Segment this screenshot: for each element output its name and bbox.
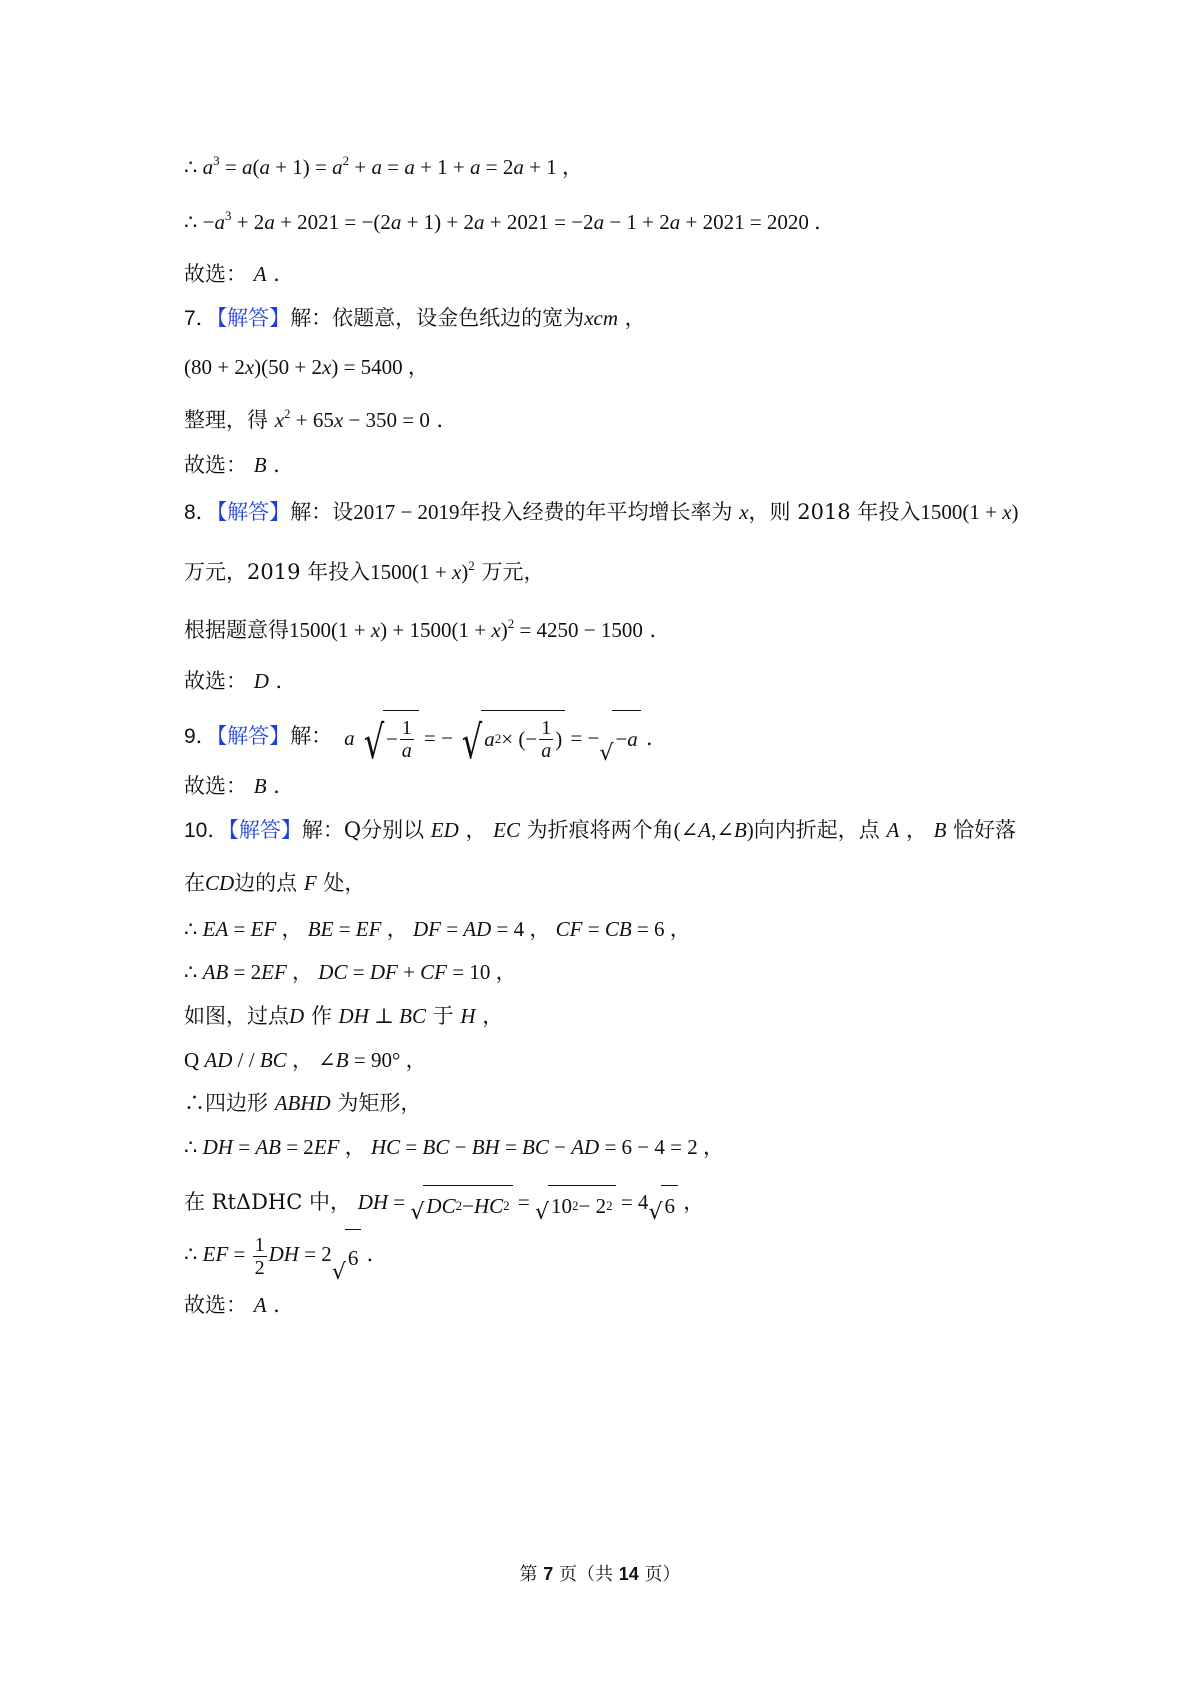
q9-equation: 9．【解答】解： a √ − $\frac{1}{a}$ = − √ a 2 × (− $\frac{1}{a}$ ) = − √ − a ． bbox=[184, 710, 667, 765]
total-pages: 14 bbox=[618, 1564, 639, 1584]
q9-answer: 故选： B ． bbox=[184, 774, 295, 798]
answer-tag: 【解答】 bbox=[216, 724, 291, 748]
q8-line2: 万元，2019 年投入$1500(1 + x)^2$ 万元， bbox=[184, 558, 545, 584]
answer-tag: 【解答】 bbox=[216, 306, 291, 330]
answer-tag: 【解答】 bbox=[216, 500, 291, 524]
q10-eq2: ∴ AB = 2EF ， DC = DF + CF = 10 ， bbox=[184, 960, 517, 984]
answer-line-q6: 故选： A ． bbox=[184, 262, 295, 286]
q8-answer: 故选： D ． bbox=[184, 669, 297, 693]
q10-header: 10．【解答】解：Q分别以 ED ， EC 为折痕将两个角(∠A,∠B)向内折起，点 A ， B 恰好落 bbox=[184, 818, 1017, 842]
q7-header: 7．【解答】解：依题意，设金色纸边的宽为xcm ， bbox=[184, 306, 646, 330]
equation-a-cubed: ∴ $a^3 = a(a + 1) = a^2 + a = a + 1 + a = 2a + 1$ ， bbox=[184, 153, 583, 179]
q10-rectangle: ∴四边形 ABHD 为矩形， bbox=[184, 1091, 422, 1115]
answer-tag: 【解答】 bbox=[228, 818, 302, 842]
equation-result-2020: ∴ $-a^3 + 2a + 2021 = -(2a + 1) + 2a + 2021 = -2a - 1 + 2a + 2021 = 2020$ ． bbox=[184, 208, 836, 234]
q7-equation: (80 + 2x)(50 + 2x) = 5400 ， bbox=[184, 355, 429, 379]
q10-result: ∴ EF = $\frac{1}{2}$ DH = 2 √ 6 ． bbox=[184, 1228, 388, 1284]
q7-simplify: 整理，得 $x^2 + 65x - 350 = 0$ ． bbox=[184, 406, 458, 432]
q10-pythagoras: 在 RtΔDHC 中， DH = √ DC 2 − HC 2 = √ 10 2 − 2 2 = 4 √ 6 ， bbox=[184, 1184, 704, 1224]
q8-equation: 根据题意得$1500(1 + x) + 1500(1 + x)^2 = 4250 - 1500$ ． bbox=[184, 616, 671, 642]
q10-eq3: ∴ DH = AB = 2EF ， HC = BC − BH = BC − AD = 6 − 4 = 2 ， bbox=[184, 1135, 724, 1159]
page-footer: 第 7 页（共 14 页） bbox=[519, 1564, 681, 1585]
page-number: 7 bbox=[543, 1564, 554, 1584]
q7-answer: 故选： B ． bbox=[184, 453, 295, 477]
q10-figure-note: 如图，过点D 作 DH ⊥ BC 于 H ， bbox=[184, 1004, 504, 1028]
q10-eq1: ∴ EA = EF ， BE = EF ， DF = AD = 4 ， CF = CB = 6 ， bbox=[184, 917, 691, 941]
q10-answer: 故选： A ． bbox=[184, 1293, 295, 1317]
q10-line2: 在CD边的点 F 处， bbox=[184, 871, 366, 895]
q8-header: 8．【解答】解：设2017 − 2019年投入经费的年平均增长率为 x，则 2018 年投入1500(1 + x) bbox=[184, 500, 1019, 524]
q10-parallel: Q AD / / BC ， ∠B = 90° ， bbox=[184, 1048, 427, 1072]
